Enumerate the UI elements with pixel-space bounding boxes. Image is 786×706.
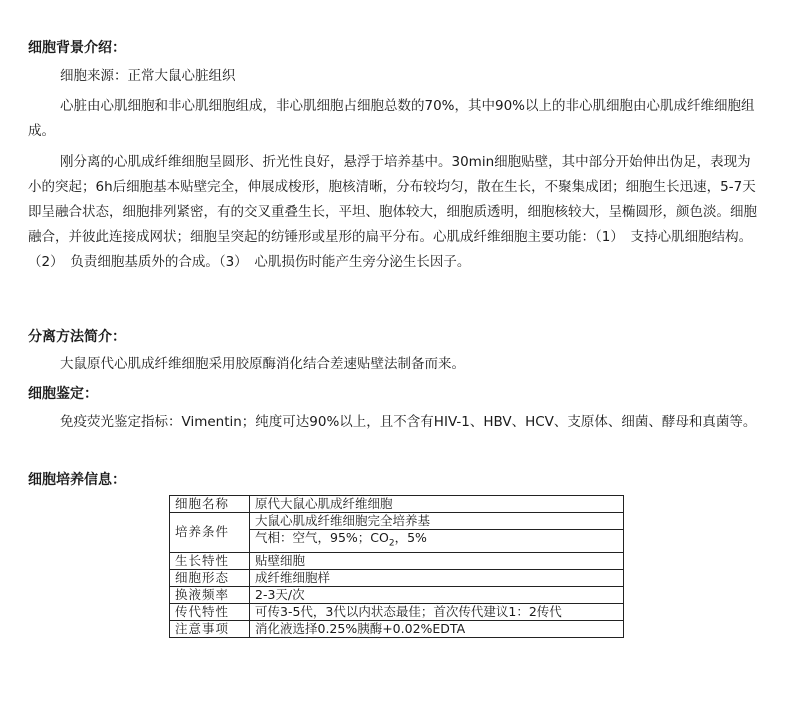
morphology-text: 刚分离的心肌成纤维细胞呈圆形、折光性良好，悬浮于培养基中。30min细胞贴壁，其中部分开始伸出伪足，表现为小的突起；6h后细胞基本贴壁完全，伸展成梭形，胞核清晰，分布较均匀，散在生长，不聚集成团；细胞生长迅速，5-7天即呈融合状态，细胞排列紧密，有的交叉重叠生长，平坦、胞体较大，细胞质透明，细胞核较大，呈椭圆形，颜色淡。细胞融合，并彼此连接成网状；细胞呈突起的纺锤形或星形的扁平分布。心肌成纤维细胞主要功能：（1） 支持心肌细胞结构。（2） 负责细胞基质外的合成。（3） 心肌损伤时能产生旁分泌生长因子。 xyxy=(28,154,757,270)
culture-condition-key: 培养条件 xyxy=(170,513,250,553)
gas-phase-suffix: ，5% xyxy=(394,530,427,545)
table-row xyxy=(170,569,624,586)
passage-key: 传代特性 xyxy=(170,603,250,620)
passage-value: 可传3-5代，3代以内状态最佳；首次传代建议1：2传代 xyxy=(250,603,624,620)
cell-source-text: 细胞来源：正常大鼠心脏组织 xyxy=(60,68,236,84)
morphology-paragraph xyxy=(28,150,760,275)
growth-value: 贴壁细胞 xyxy=(250,552,624,569)
shape-key: 细胞形态 xyxy=(170,569,250,586)
composition-text: 心脏由心肌细胞和非心肌细胞组成，非心肌细胞占细胞总数的70%，其中90%以上的非心肌细胞由心肌成纤维细胞组成。 xyxy=(28,98,755,139)
cell-name-key: 细胞名称 xyxy=(170,496,250,513)
composition-paragraph xyxy=(28,94,760,144)
culture-medium-value: 大鼠心肌成纤维细胞完全培养基 xyxy=(250,513,624,530)
shape-value: 成纤维细胞样 xyxy=(250,569,624,586)
growth-key: 生长特性 xyxy=(170,552,250,569)
gas-phase-value xyxy=(250,530,624,553)
cell-source-paragraph xyxy=(28,64,760,89)
notes-value: 消化液选择0.25%胰酶+0.02%EDTA xyxy=(250,620,624,637)
table-row xyxy=(170,496,624,513)
table-row xyxy=(170,513,624,530)
identification-paragraph xyxy=(28,410,760,435)
medium-change-key: 换液频率 xyxy=(170,586,250,603)
identification-text: 免疫荧光鉴定指标：Vimentin；纯度可达90%以上，且不含有HIV-1、HBV、HCV、支原体、细菌、酵母和真菌等。 xyxy=(60,414,757,430)
gas-phase-subscript: 2 xyxy=(388,538,395,549)
table-row xyxy=(170,586,624,603)
table-row xyxy=(170,552,624,569)
gas-phase-prefix: 气相：空气，95%；CO xyxy=(255,530,389,545)
cell-name-value: 原代大鼠心肌成纤维细胞 xyxy=(250,496,624,513)
table-row xyxy=(170,603,624,620)
notes-key: 注意事项 xyxy=(170,620,250,637)
culture-heading: 细胞培养信息： xyxy=(28,472,126,488)
table-row xyxy=(170,620,624,637)
method-paragraph xyxy=(28,352,760,377)
medium-change-value: 2-3天/次 xyxy=(250,586,624,603)
background-heading: 细胞背景介绍： xyxy=(28,40,126,56)
method-text: 大鼠原代心肌成纤维细胞采用胶原酶消化结合差速贴壁法制备而来。 xyxy=(60,356,465,372)
method-heading: 分离方法简介： xyxy=(28,329,126,345)
identification-heading: 细胞鉴定： xyxy=(28,386,98,402)
culture-info-table xyxy=(169,495,624,638)
